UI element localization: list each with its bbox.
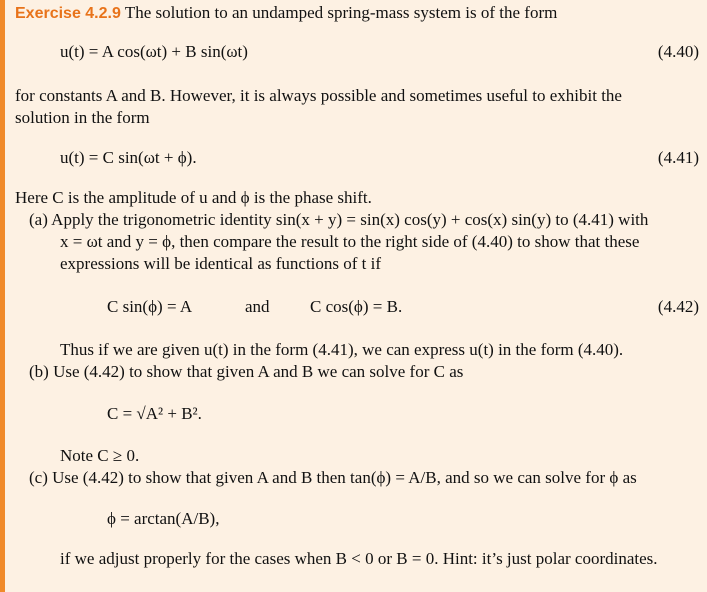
- part-a-conclusion: Thus if we are given u(t) in the form (4.41), we can express u(t) in the form (4.40).: [60, 340, 624, 359]
- exercise-intro-line: [15, 2, 557, 25]
- part-b-line-1: (b) Use (4.42) to show that given A and B we can solve for C as: [29, 362, 464, 381]
- part-c-conclusion: if we adjust properly for the cases when B < 0 or B = 0. Hint: it’s just polar coordinates.: [60, 549, 658, 568]
- equation-number-4-40: (4.40): [657, 42, 699, 61]
- equation-4-42-and: and: [245, 297, 270, 316]
- part-b-note: Note C ≥ 0.: [60, 446, 140, 465]
- paragraph-1-line-1: for constants A and B. However, it is always possible and sometimes useful to exhibit the: [15, 86, 622, 105]
- equation-4-42-left: C sin(ϕ) = A: [107, 297, 193, 316]
- exercise-intro: The solution to an undamped spring-mass system is of the form: [124, 3, 558, 22]
- part-a-line-3: expressions will be identical as functions of t if: [60, 254, 382, 273]
- paragraph-1-line-2: solution in the form: [15, 108, 150, 127]
- exercise-label: Exercise 4.2.9: [15, 5, 121, 22]
- part-a-line-2: x = ωt and y = ϕ, then compare the result to the right side of (4.40) to show that these: [60, 232, 640, 251]
- equation-4-42-right: C cos(ϕ) = B.: [310, 297, 403, 316]
- equation-phase: ϕ = arctan(A/B),: [107, 509, 220, 528]
- equation-number-4-41: (4.41): [657, 148, 699, 167]
- equation-amplitude: C = √A² + B².: [107, 404, 202, 423]
- amplitude-phase-sentence: Here C is the amplitude of u and ϕ is the phase shift.: [15, 188, 372, 207]
- equation-4-40: u(t) = A cos(ωt) + B sin(ωt): [60, 42, 248, 61]
- part-a-line-1: (a) Apply the trigonometric identity sin(x + y) = sin(x) cos(y) + cos(x) sin(y) to (4.41) with: [29, 210, 649, 229]
- equation-number-4-42: (4.42): [657, 297, 699, 316]
- part-c-line-1: (c) Use (4.42) to show that given A and B then tan(ϕ) = A/B, and so we can solve for ϕ as: [29, 468, 637, 487]
- equation-4-41: u(t) = C sin(ωt + ϕ).: [60, 148, 197, 167]
